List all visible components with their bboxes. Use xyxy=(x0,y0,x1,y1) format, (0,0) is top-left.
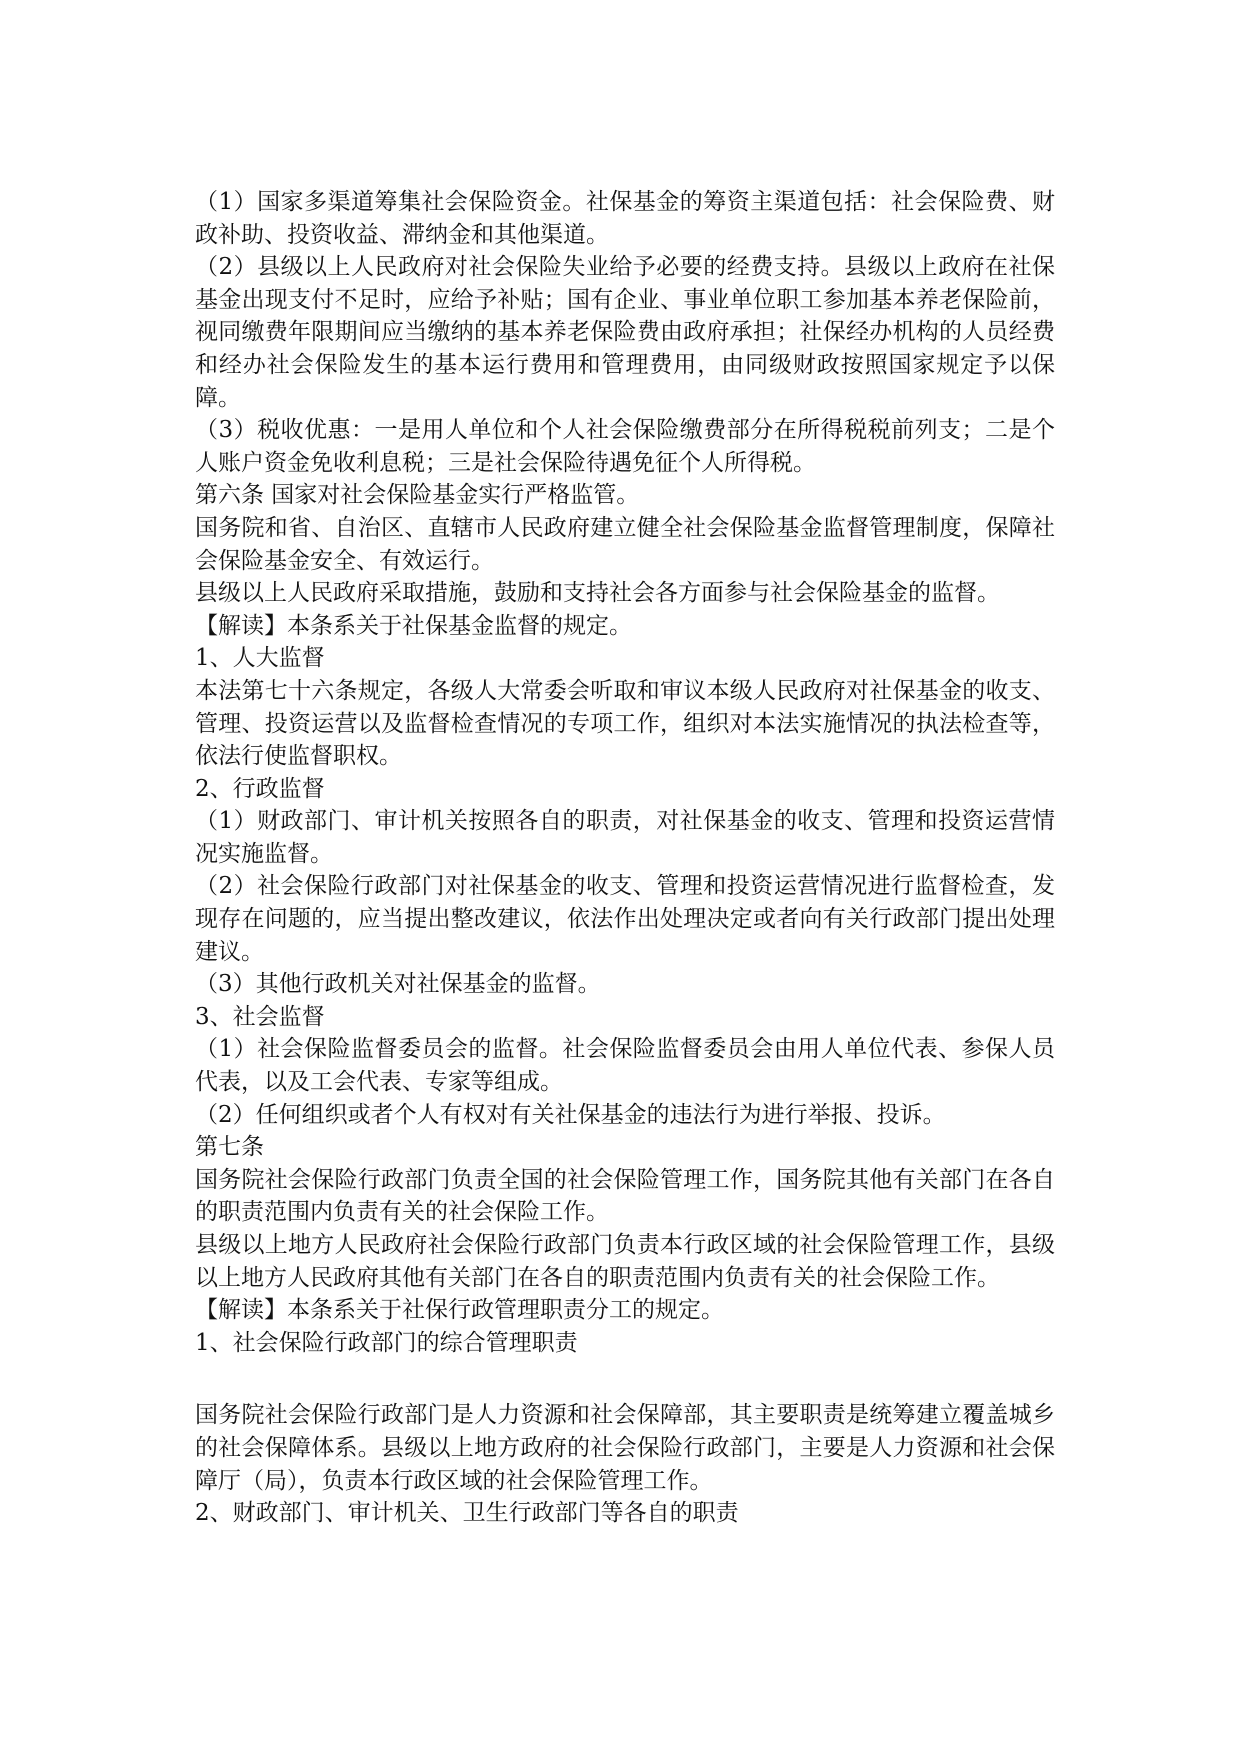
paragraph: （2）县级以上人民政府对社会保险失业给予必要的经费支持。县级以上政府在社保基金出现支付不足时，应给予补贴；国有企业、事业单位职工参加基本养老保险前，视同缴费年限期间应当缴纳的基本养老保险费由政府承担；社保经办机构的人员经费和经办社会保险发生的基本运行费用和管理费用，由同级财政按照国家规定予以保障。 xyxy=(195,254,1055,411)
paragraph: （2）社会保险行政部门对社保基金的收支、管理和投资运营情况进行监督检查，发现存在问题的，应当提出整改建议，依法作出处理决定或者向有关行政部门提出处理建议。 xyxy=(195,873,1055,965)
paragraph: （3）其他行政机关对社保基金的监督。 xyxy=(195,971,601,998)
document-page xyxy=(195,186,1055,1530)
blank-line xyxy=(195,1359,1055,1399)
interpretation-heading: 【解读】本条系关于社保基金监督的规定。 xyxy=(195,612,632,639)
article-heading: 第六条 国家对社会保险基金实行严格监管。 xyxy=(195,482,640,509)
paragraph: 本法第七十六条规定，各级人大常委会听取和审议本级人民政府对社保基金的收支、管理、投资运营以及监督检查情况的专项工作，组织对本法实施情况的执法检查等，依法行使监督职权。 xyxy=(195,677,1055,770)
paragraph: 国务院社会保险行政部门负责全国的社会保险管理工作，国务院其他有关部门在各自的职责范围内负责有关的社会保险工作。 xyxy=(195,1166,1055,1226)
paragraph: （1）社会保险监督委员会的监督。社会保险监督委员会由用人单位代表、参保人员代表，以及工会代表、专家等组成。 xyxy=(195,1036,1055,1096)
paragraph: 县级以上地方人民政府社会保险行政部门负责本行政区域的社会保险管理工作，县级以上地方人民政府其他有关部门在各自的职责范围内负责有关的社会保险工作。 xyxy=(195,1232,1055,1291)
paragraph: （1）国家多渠道筹集社会保险资金。社保基金的筹资主渠道包括：社会保险费、财政补助、投资收益、滞纳金和其他渠道。 xyxy=(195,189,1055,248)
paragraph: 国务院社会保险行政部门是人力资源和社会保障部，其主要职责是统筹建立覆盖城乡的社会保障体系。县级以上地方政府的社会保险行政部门，主要是人力资源和社会保障厅（局），负责本行政区域的社会保险管理工作。 xyxy=(195,1402,1055,1494)
section-heading: 1、人大监督 xyxy=(195,645,325,672)
paragraph: （1）财政部门、审计机关按照各自的职责，对社保基金的收支、管理和投资运营情况实施监督。 xyxy=(195,808,1055,867)
paragraph: （3）税收优惠：一是用人单位和个人社会保险缴费部分在所得税税前列支；二是个人账户资金免收利息税；三是社会保险待遇免征个人所得税。 xyxy=(195,417,1055,476)
article-heading: 第七条 xyxy=(195,1134,264,1161)
paragraph: 县级以上人民政府采取措施，鼓励和支持社会各方面参与社会保险基金的监督。 xyxy=(195,580,1000,607)
section-heading: 3、社会监督 xyxy=(195,1003,325,1030)
section-heading: 2、财政部门、审计机关、卫生行政部门等各自的职责 xyxy=(195,1500,739,1527)
paragraph: 国务院和省、自治区、直辖市人民政府建立健全社会保险基金监督管理制度，保障社会保险基金安全、有效运行。 xyxy=(195,514,1055,574)
section-heading: 1、社会保险行政部门的综合管理职责 xyxy=(195,1329,578,1356)
interpretation-heading: 【解读】本条系关于社保行政管理职责分工的规定。 xyxy=(195,1297,724,1324)
paragraph: （2）任何组织或者个人有权对有关社保基金的违法行为进行举报、投诉。 xyxy=(195,1101,946,1128)
section-heading: 2、行政监督 xyxy=(195,775,325,802)
